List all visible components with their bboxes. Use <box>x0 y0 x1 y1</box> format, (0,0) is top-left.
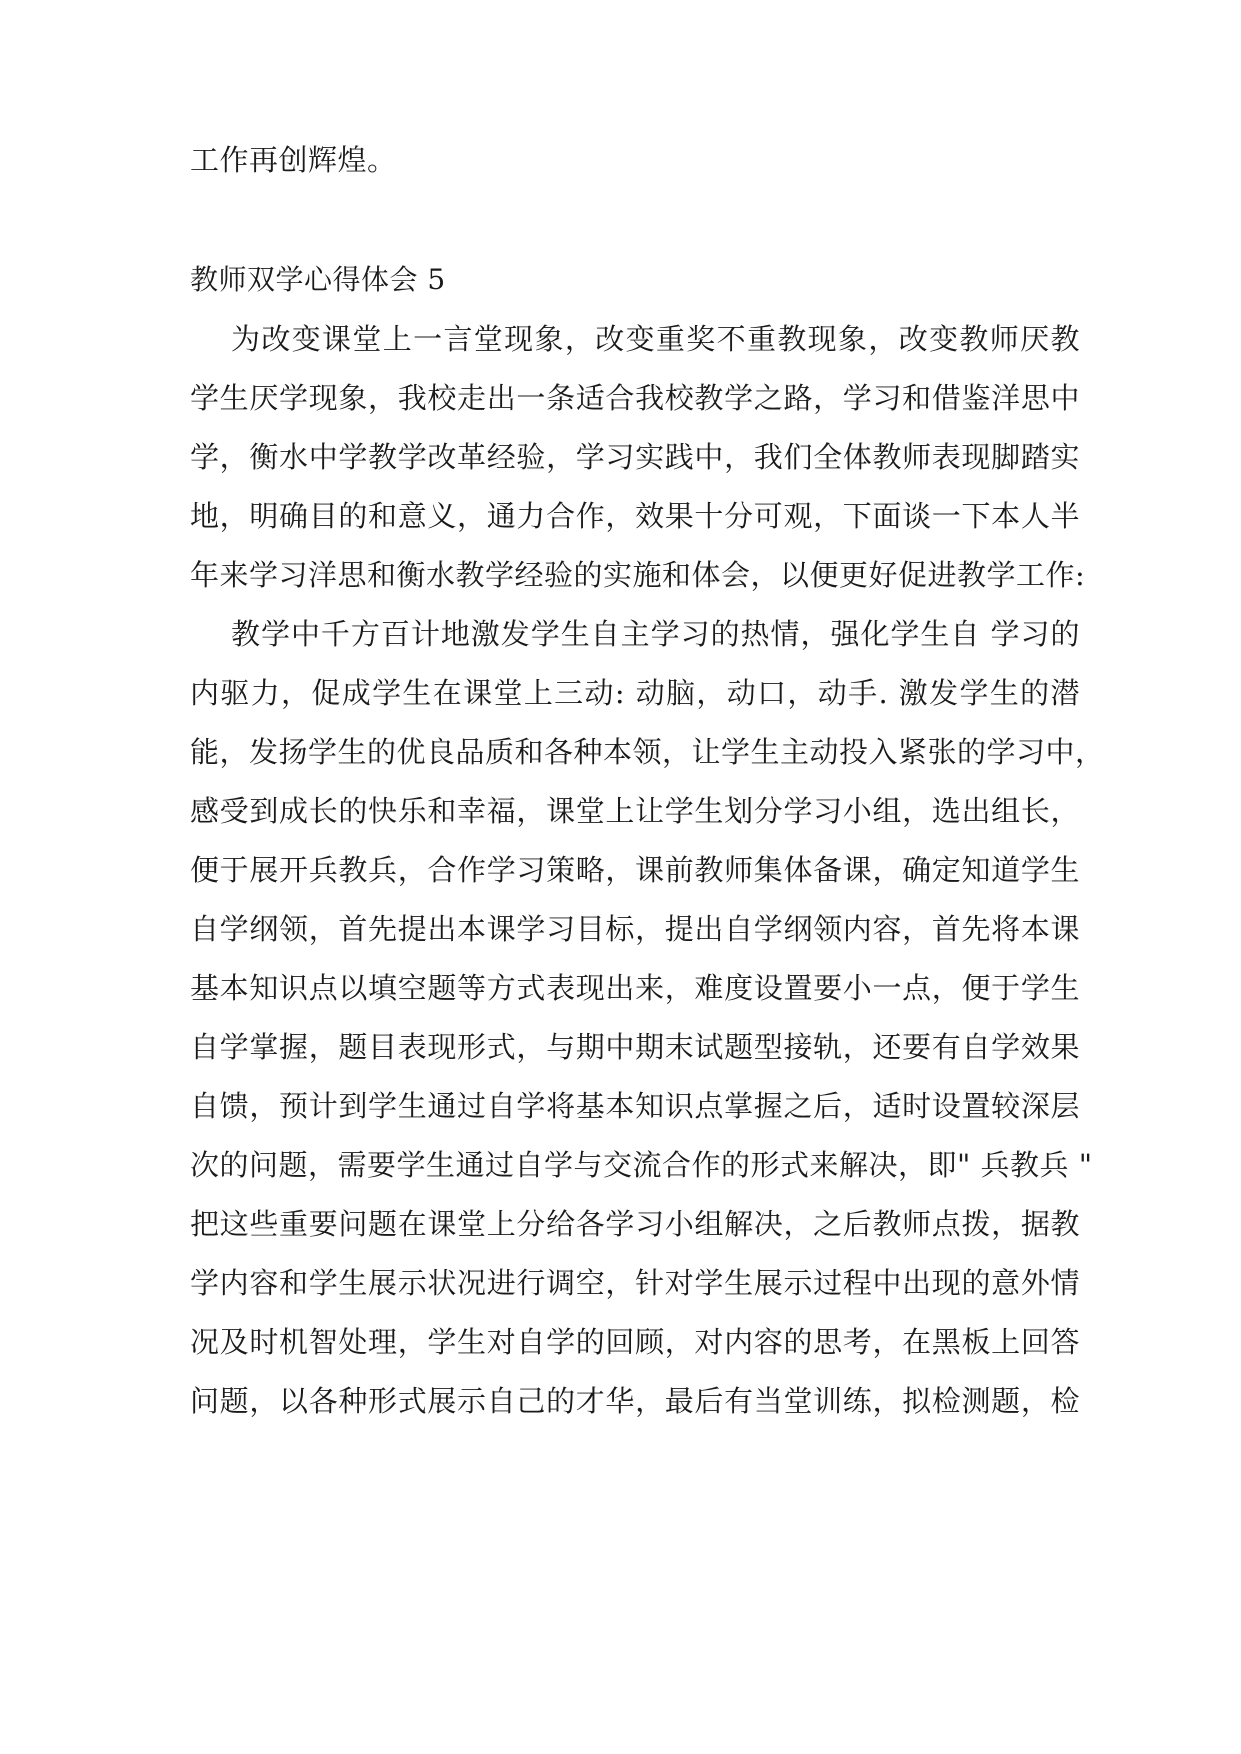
text-line: 工作再创辉煌。 <box>190 143 397 177</box>
text-line: 教学中千方百计地激发学生自主学习的热情，强化学生自 学习的 <box>231 617 1080 651</box>
text-line: 基本知识点以填空题等方式表现出来，难度设置要小一点，便于学生 <box>190 971 1080 1005</box>
text-line: 问题，以各种形式展示自己的才华，最后有当堂训练，拟检测题，检 <box>190 1384 1080 1418</box>
text-line: 能，发扬学生的优良品质和各种本领，让学生主动投入紧张的学习中， <box>190 735 1105 769</box>
text-line: 况及时机智处理，学生对自学的回顾，对内容的思考，在黑板上回答 <box>190 1325 1080 1359</box>
text-line: 学，衡水中学教学改革经验，学习实践中，我们全体教师表现脚踏实 <box>190 440 1080 474</box>
text-line: 为改变课堂上一言堂现象，改变重奖不重教现象，改变教师厌教 <box>231 322 1080 356</box>
text-line: 便于展开兵教兵，合作学习策略，课前教师集体备课，确定知道学生 <box>190 853 1080 887</box>
text-line: 自学纲领，首先提出本课学习目标，提出自学纲领内容，首先将本课 <box>190 912 1080 946</box>
text-line: 年来学习洋思和衡水教学经验的实施和体会，以便更好促进教学工作: <box>190 558 1086 592</box>
text-line: 自馈，预计到学生通过自学将基本知识点掌握之后，适时设置较深层 <box>190 1089 1080 1123</box>
text-line: 学生厌学现象，我校走出一条适合我校教学之路，学习和借鉴洋思中 <box>190 381 1080 415</box>
section-heading: 教师双学心得体会 5 <box>190 263 446 296</box>
text-line: 感受到成长的快乐和幸福，课堂上让学生划分学习小组，选出组长， <box>190 794 1080 828</box>
text-line: 把这些重要问题在课堂上分给各学习小组解决，之后教师点拨，据教 <box>190 1207 1080 1241</box>
text-line: 地，明确目的和意义，通力合作，效果十分可观，下面谈一下本人半 <box>190 499 1080 533</box>
text-line: 学内容和学生展示状况进行调空，针对学生展示过程中出现的意外情 <box>190 1266 1080 1300</box>
text-line: 自学掌握，题目表现形式，与期中期末试题型接轨，还要有自学效果 <box>190 1030 1080 1064</box>
text-line: 次的问题，需要学生通过自学与交流合作的形式来解决，即" 兵教兵 " <box>190 1148 1093 1182</box>
text-line: 内驱力，促成学生在课堂上三动: 动脑，动口，动手. 激发学生的潜 <box>190 676 1080 710</box>
